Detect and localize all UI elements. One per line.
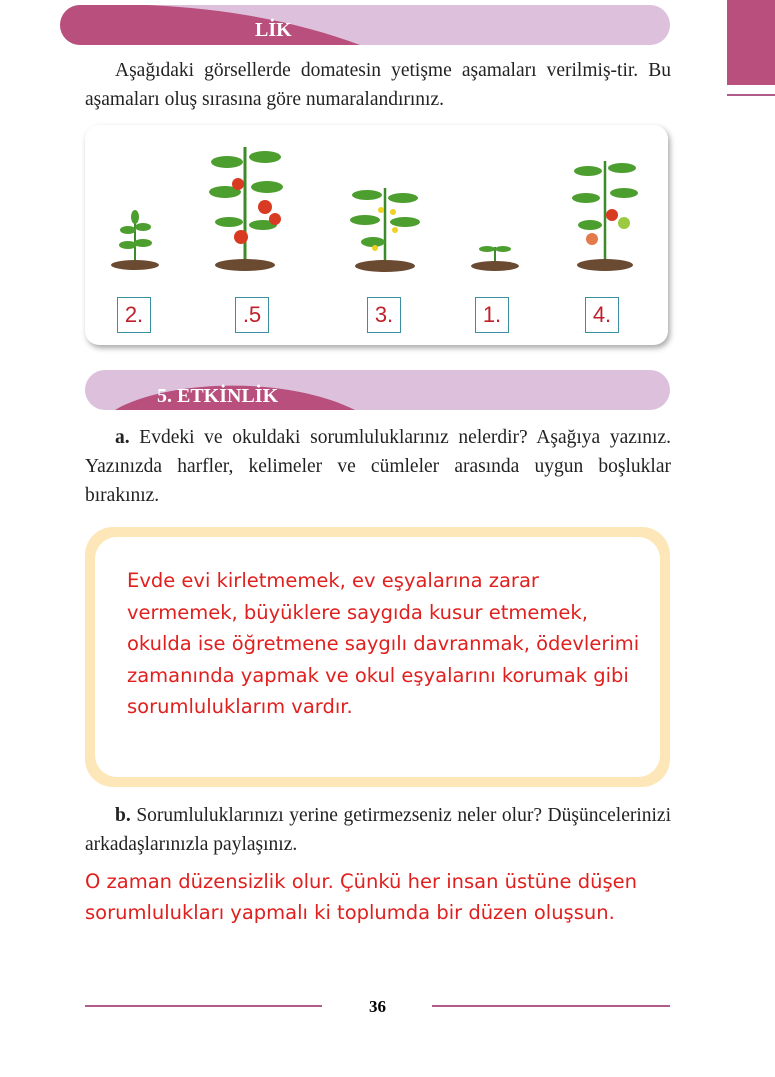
side-line <box>727 94 775 96</box>
a-text: Evdeki ve okuldaki sorumluluklarınız nelerdir? Aşağıya yazınız. Yazınızda harfler, kelimeler ve cümleler arasında uygun boşluklar bırakınız. <box>85 427 672 506</box>
answer-a-text: Evde evi kirletmemek, ev eşyalarına zarar vermemek, büyüklere saygıda kusur etmemek, okulda ise öğretmene saygılı davranmak, ödevlerimi zamanında yapmak ve okul eşyalarını korumak gibi sorumluluklarım vardır. <box>127 569 640 718</box>
side-tab <box>727 0 775 85</box>
a-label: a. <box>115 427 130 448</box>
plant-stage-green-fruit-icon <box>570 153 640 271</box>
plant-stage-sprout-icon <box>470 235 520 271</box>
plant-stage-red-fruit-icon <box>205 137 285 272</box>
plant-stage-seedling-icon <box>110 205 160 270</box>
activity4-banner <box>60 5 670 45</box>
activity4-title: LİK <box>255 19 292 41</box>
activity5-a-question <box>85 423 671 510</box>
activity5-banner <box>85 370 670 410</box>
answer-box-3[interactable]: 3. <box>367 297 401 333</box>
activity4-instruction: Aşağıdaki görsellerde domatesin yetişme aşamaları verilmiş-tir. Bu aşamaları oluş sırasına göre numaralandırınız. <box>85 60 671 110</box>
footer-line-left <box>85 1005 322 1007</box>
footer-line-right <box>432 1005 670 1007</box>
activity5-title: 5. ETKİNLİK <box>157 385 279 407</box>
answer-a-box <box>85 527 670 787</box>
activity5-b-question <box>85 801 671 859</box>
b-text: Sorumluluklarınızı yerine getirmezseniz neler olur? Düşüncelerinizi arkadaşlarınızla paylaşınız. <box>85 805 671 855</box>
plant-stage-flowering-icon <box>345 180 425 272</box>
answer-box-2[interactable]: .5 <box>235 297 269 333</box>
answer-box-4[interactable]: 1. <box>475 297 509 333</box>
tomato-stages-panel <box>85 125 668 345</box>
page-number: 36 <box>369 997 386 1016</box>
answer-b-text: O zaman düzensizlik olur. Çünkü her insan üstüne düşen sorumlulukları yapmalı ki toplumda bir düzen oluşsun. <box>85 870 637 924</box>
answer-box-5[interactable]: 4. <box>585 297 619 333</box>
answer-box-1[interactable]: 2. <box>117 297 151 333</box>
b-label: b. <box>115 805 131 826</box>
